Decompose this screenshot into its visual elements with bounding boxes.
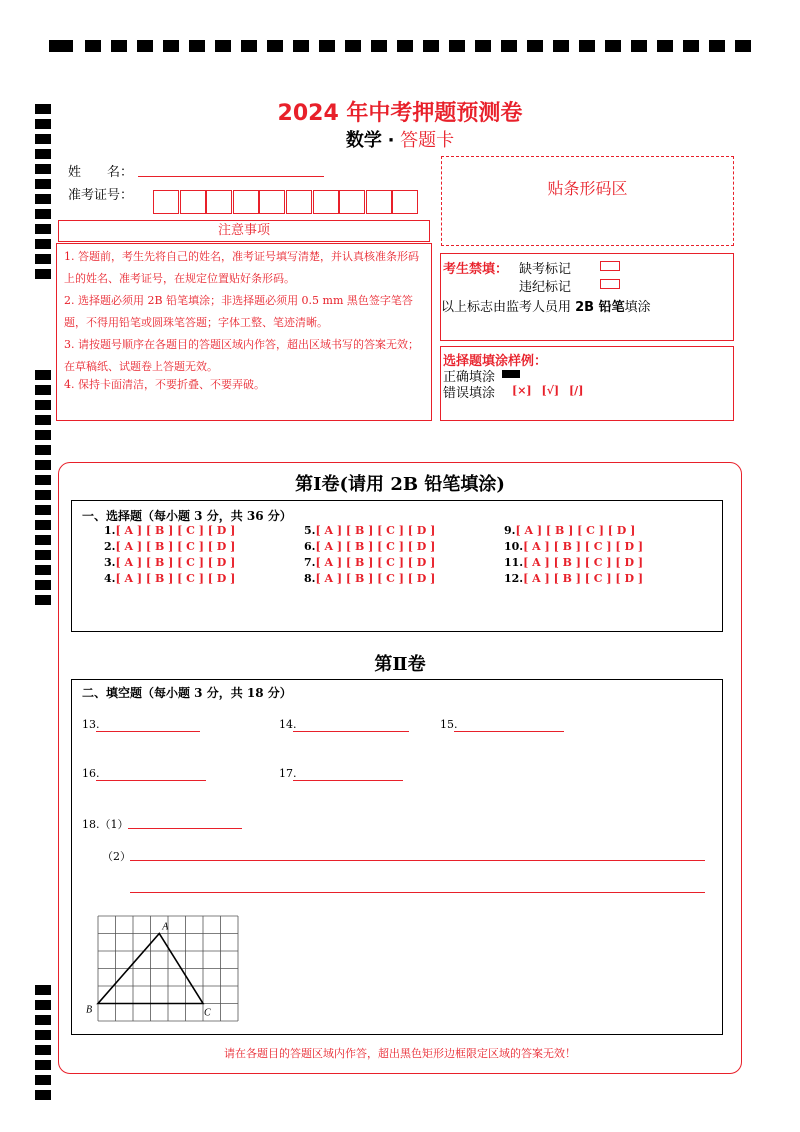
barcode-area <box>441 156 734 246</box>
wrong-mark-check: [√] <box>541 384 560 397</box>
correct-fill-label: 正确填涂 <box>443 370 496 385</box>
blank-17-label: 17. <box>279 767 297 780</box>
choice-question[interactable] <box>504 524 635 537</box>
page-title: 2024 年中考押题预测卷 <box>277 101 523 126</box>
choice-question-number: 9. <box>504 524 516 537</box>
triangle-grid <box>84 910 244 1028</box>
timing-mark <box>449 40 465 52</box>
correct-fill-sample <box>502 370 520 378</box>
wrong-mark-slash: [/] <box>568 384 584 397</box>
timing-mark <box>657 40 673 52</box>
timing-mark <box>527 40 543 52</box>
name-field[interactable] <box>138 176 324 177</box>
timing-mark <box>35 1075 51 1085</box>
exam-id-digit-box[interactable] <box>153 190 179 214</box>
choice-options[interactable]: [ A ] [ B ] [ C ] [ D ] <box>115 540 236 553</box>
choice-section-title: 一、选择题（每小题 3 分，共 36 分） <box>82 509 292 523</box>
choice-question-number: 6. <box>304 540 316 553</box>
choice-options[interactable]: [ A ] [ B ] [ C ] [ D ] <box>115 556 236 569</box>
timing-mark <box>35 370 51 380</box>
prohibit-note-bold: 2B 铅笔 <box>575 300 625 315</box>
q18-1-label: 18.（1） <box>82 818 129 831</box>
timing-mark <box>293 40 309 52</box>
timing-mark <box>35 164 51 174</box>
timing-mark <box>35 415 51 425</box>
blank-16-label: 16. <box>82 767 100 780</box>
q18-2-line-2[interactable] <box>130 892 705 893</box>
choice-question[interactable] <box>504 572 643 585</box>
blank-16-line[interactable] <box>96 780 206 781</box>
exam-id-digit-box[interactable] <box>259 190 285 214</box>
timing-mark <box>35 985 51 995</box>
choice-question-number: 4. <box>104 572 116 585</box>
choice-question[interactable] <box>104 572 235 585</box>
timing-mark <box>35 254 51 264</box>
absent-label: 缺考标记 <box>519 262 572 277</box>
absent-mark[interactable] <box>600 261 620 271</box>
choice-question[interactable] <box>104 524 235 537</box>
prohibit-label: 考生禁填： <box>443 262 509 277</box>
blank-14-label: 14. <box>279 718 297 731</box>
choice-question-number: 7. <box>304 556 316 569</box>
timing-mark <box>345 40 361 52</box>
barcode-label: 贴条形码区 <box>547 179 628 198</box>
choice-question[interactable] <box>104 540 235 553</box>
timing-mark <box>111 40 127 52</box>
timing-mark <box>35 430 51 440</box>
choice-question-number: 12. <box>504 572 524 585</box>
timing-mark <box>35 1000 51 1010</box>
page-subtitle <box>0 126 800 152</box>
name-label: 姓 名： <box>68 165 134 180</box>
timing-mark <box>35 385 51 395</box>
choice-options[interactable]: [ A ] [ B ] [ C ] [ D ] <box>115 572 236 585</box>
exam-id-digit-box[interactable] <box>233 190 259 214</box>
timing-mark <box>35 239 51 249</box>
exam-id-digit-box[interactable] <box>313 190 339 214</box>
choice-options[interactable]: [ A ] [ B ] [ C ] [ D ] <box>115 524 236 537</box>
choice-question[interactable] <box>304 572 435 585</box>
violation-mark[interactable] <box>600 279 620 289</box>
timing-mark <box>397 40 413 52</box>
blank-15-label: 15. <box>440 718 458 731</box>
prohibit-note-suffix: 填涂 <box>624 300 651 315</box>
timing-mark <box>35 520 51 530</box>
timing-mark <box>553 40 569 52</box>
exam-id-digit-box[interactable] <box>366 190 392 214</box>
timing-mark <box>35 179 51 189</box>
exam-id-digit-box[interactable] <box>339 190 365 214</box>
timing-mark <box>35 565 51 575</box>
subtitle-dot: · <box>387 130 395 151</box>
blank-13-line[interactable] <box>96 731 200 732</box>
timing-mark <box>163 40 179 52</box>
q18-2-line-1[interactable] <box>130 860 705 861</box>
choice-options[interactable]: [ A ] [ B ] [ C ] [ D ] <box>523 572 644 585</box>
blank-15-line[interactable] <box>454 731 564 732</box>
timing-mark <box>371 40 387 52</box>
timing-mark <box>631 40 647 52</box>
choice-question-number: 11. <box>504 556 524 569</box>
timing-mark <box>35 580 51 590</box>
timing-mark <box>241 40 257 52</box>
timing-mark <box>683 40 699 52</box>
timing-mark <box>85 40 101 52</box>
timing-mark <box>423 40 439 52</box>
timing-mark <box>501 40 517 52</box>
timing-mark <box>35 445 51 455</box>
choice-question[interactable] <box>304 556 435 569</box>
timing-mark <box>35 535 51 545</box>
timing-mark <box>35 550 51 560</box>
choice-question[interactable] <box>104 556 235 569</box>
timing-mark <box>35 224 51 234</box>
timing-mark <box>189 40 205 52</box>
prohibit-note-prefix: 以上标志由监考人员用 <box>441 300 576 315</box>
exam-id-digit-box[interactable] <box>392 190 418 214</box>
timing-mark <box>35 460 51 470</box>
wrong-fill-label: 错误填涂 <box>443 386 496 401</box>
choice-question[interactable] <box>504 556 643 569</box>
timing-mark <box>35 1060 51 1070</box>
notice-item-2: 2. 选择题必须用 2B 铅笔填涂；非选择题必须用 0.5 mm 黑色签字笔答题，不得用铅笔或圆珠笔答题；字体工整、笔迹清晰。 <box>64 294 413 329</box>
notice-item-1: 1. 答题前，考生先将自己的姓名，准考证号填写清楚，并认真核准条形码上的姓名、准考证号，在规定位置贴好条形码。 <box>64 250 419 285</box>
footer-warning: 请在各题目的答题区域内作答，超出黑色矩形边框限定区域的答案无效！ <box>224 1047 576 1060</box>
point-a-label: A <box>162 921 169 933</box>
choice-options[interactable]: [ A ] [ B ] [ C ] [ D ] <box>315 540 436 553</box>
subject-label: 数学 <box>345 130 382 151</box>
timing-mark <box>35 505 51 515</box>
notice-heading: 注意事项 <box>58 220 430 242</box>
choice-question-number: 3. <box>104 556 116 569</box>
part2-title: 第Ⅱ卷 <box>374 654 426 675</box>
choice-question-number: 8. <box>304 572 316 585</box>
choice-question-number: 10. <box>504 540 524 553</box>
q18-2-label: （2） <box>102 850 131 863</box>
notice-item-4: 4. 保持卡面清洁，不要折叠、不要弄破。 <box>64 378 265 391</box>
sample-label: 选择题填涂样例： <box>443 354 548 369</box>
exam-id-digit-box[interactable] <box>286 190 312 214</box>
blank-13-label: 13. <box>82 718 100 731</box>
blank-14-line[interactable] <box>293 731 409 732</box>
choice-question-number: 1. <box>104 524 116 537</box>
choice-options[interactable]: [ A ] [ B ] [ C ] [ D ] <box>515 524 636 537</box>
point-c-label: C <box>204 1007 211 1019</box>
choice-question-number: 5. <box>304 524 316 537</box>
timing-mark <box>35 269 51 279</box>
timing-mark <box>605 40 621 52</box>
choice-question[interactable] <box>304 524 435 537</box>
timing-mark <box>267 40 283 52</box>
wrong-mark-x: [×] <box>512 384 532 397</box>
choice-options[interactable]: [ A ] [ B ] [ C ] [ D ] <box>523 556 644 569</box>
choice-question[interactable] <box>304 540 435 553</box>
choice-options[interactable]: [ A ] [ B ] [ C ] [ D ] <box>523 540 644 553</box>
timing-mark <box>319 40 335 52</box>
exam-id-digit-box[interactable] <box>180 190 206 214</box>
exam-id-label: 准考证号： <box>68 188 134 203</box>
timing-mark <box>35 194 51 204</box>
timing-mark <box>35 1015 51 1025</box>
notice-item-3: 3. 请按题号顺序在各题目的答题区域内作答，超出区域书写的答案无效；在草稿纸、试题卷上答题无效。 <box>64 338 419 373</box>
violation-label: 违纪标记 <box>519 280 572 295</box>
timing-mark <box>35 595 51 605</box>
blank-17-line[interactable] <box>293 780 403 781</box>
q18-1-line[interactable] <box>128 828 242 829</box>
card-label: 答题卡 <box>400 130 455 151</box>
wrong-fill-samples <box>512 384 583 397</box>
prohibit-note <box>441 296 651 315</box>
timing-mark <box>35 1090 51 1100</box>
timing-mark <box>215 40 231 52</box>
choice-question[interactable] <box>504 540 643 553</box>
part1-title: 第Ⅰ卷(请用 2B 铅笔填涂) <box>295 474 505 495</box>
fill-section-title: 二、填空题（每小题 3 分，共 18 分） <box>82 686 292 700</box>
timing-mark <box>49 40 73 52</box>
timing-mark <box>475 40 491 52</box>
timing-mark <box>35 209 51 219</box>
timing-mark <box>137 40 153 52</box>
choice-options[interactable]: [ A ] [ B ] [ C ] [ D ] <box>315 572 436 585</box>
point-b-label: B <box>86 1004 93 1016</box>
choice-options[interactable]: [ A ] [ B ] [ C ] [ D ] <box>315 556 436 569</box>
timing-mark <box>735 40 751 52</box>
choice-question-number: 2. <box>104 540 116 553</box>
choice-options[interactable]: [ A ] [ B ] [ C ] [ D ] <box>315 524 436 537</box>
timing-mark <box>35 1030 51 1040</box>
timing-mark <box>709 40 725 52</box>
timing-mark <box>35 400 51 410</box>
timing-mark <box>579 40 595 52</box>
timing-marks-top <box>49 40 749 52</box>
exam-id-digit-box[interactable] <box>206 190 232 214</box>
